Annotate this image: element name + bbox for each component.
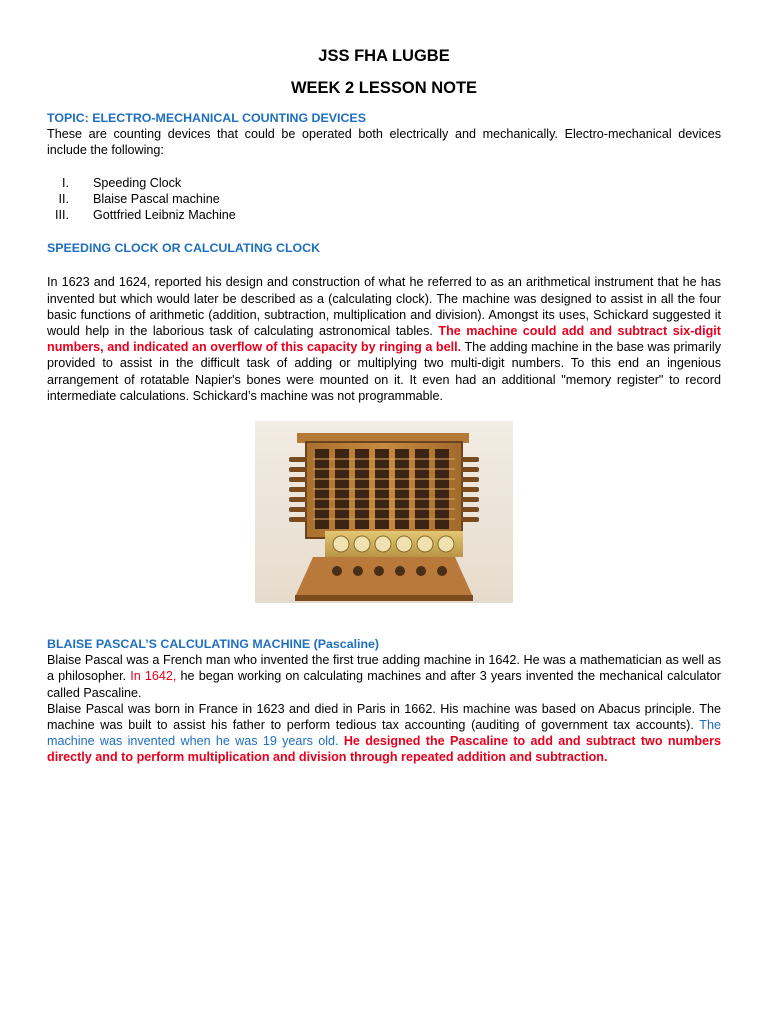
device-list	[47, 175, 721, 224]
paragraph-text: The adding machine in the base was primarily provided to assist in the difficult task of adding or multiplying two multi-digit numbers. To this end an ingenious arrangement of rotatable Napier's bones were mounted on it. It even had an additional "memory register" to record intermediate calculations. Schickard’s machine was not programmable.	[47, 340, 721, 403]
list-item	[47, 207, 721, 223]
list-number: II.	[58, 191, 69, 206]
topic-intro: These are counting devices that could be operated both electrically and mechanically. Electro-mechanical devices include the following:	[47, 127, 721, 158]
calculating-clock-photo	[255, 421, 513, 603]
speeding-clock-paragraph	[47, 274, 721, 404]
pascal-paragraph-1	[47, 652, 721, 701]
blue-text: The machine was invented when he was 19 years old.	[47, 718, 721, 749]
school-title: JSS FHA LUGBE	[318, 47, 450, 65]
paragraph-text: he began working on calculating machines and after 3 years invented the mechanical calculator called Pascaline.	[47, 669, 721, 700]
paragraph-text: Blaise Pascal was a French man who invented the first true adding machine in 1642. He was a mathematician as well as a philosopher.	[47, 653, 721, 684]
highlighted-text: He designed the Pascaline to add and subtract two numbers directly and to perform multiplication and division through repeated addition and subtraction.	[47, 734, 722, 765]
list-label: Gottfried Leibniz Machine	[93, 207, 236, 222]
paragraph-text: In 1623 and 1624, reported his design and construction of what he referred to as an arithmetical instrument that he has invented but which would later be described as a (calculating clock). The machine was designed to assist in all the four basic functions of arithmetic (addition, subtraction, multiplication and division). Amongst its uses, Schickard suggested it would help in the laborious task of calculating astronomical tables.	[47, 275, 721, 338]
list-number: III.	[55, 207, 69, 222]
list-item	[47, 191, 721, 207]
list-label: Blaise Pascal machine	[93, 191, 220, 206]
document-body	[47, 44, 721, 766]
highlighted-text: The machine could add and subtract six-digit numbers, and indicated an overflow of this capacity by ringing a bell.	[47, 323, 721, 355]
speeding-clock-heading: SPEEDING CLOCK OR CALCULATING CLOCK	[47, 241, 321, 256]
highlighted-text: In 1642,	[130, 669, 177, 684]
pascal-paragraph-2	[47, 701, 721, 766]
list-item	[47, 175, 721, 191]
list-label: Speeding Clock	[93, 175, 182, 190]
topic-heading: TOPIC: ELECTRO-MECHANICAL COUNTING DEVICES	[47, 111, 366, 125]
paragraph-text: Blaise Pascal was born in France in 1623 and died in Paris in 1662. His machine was based on Abacus principle. The machine was built to assist his father to perform tedious tax accounting (auditing of government tax accounts).	[47, 701, 721, 733]
list-number: I.	[62, 175, 69, 190]
lesson-title: WEEK 2 LESSON NOTE	[290, 79, 478, 97]
pascal-heading: BLAISE PASCAL’S CALCULATING MACHINE (Pascaline)	[47, 637, 380, 651]
